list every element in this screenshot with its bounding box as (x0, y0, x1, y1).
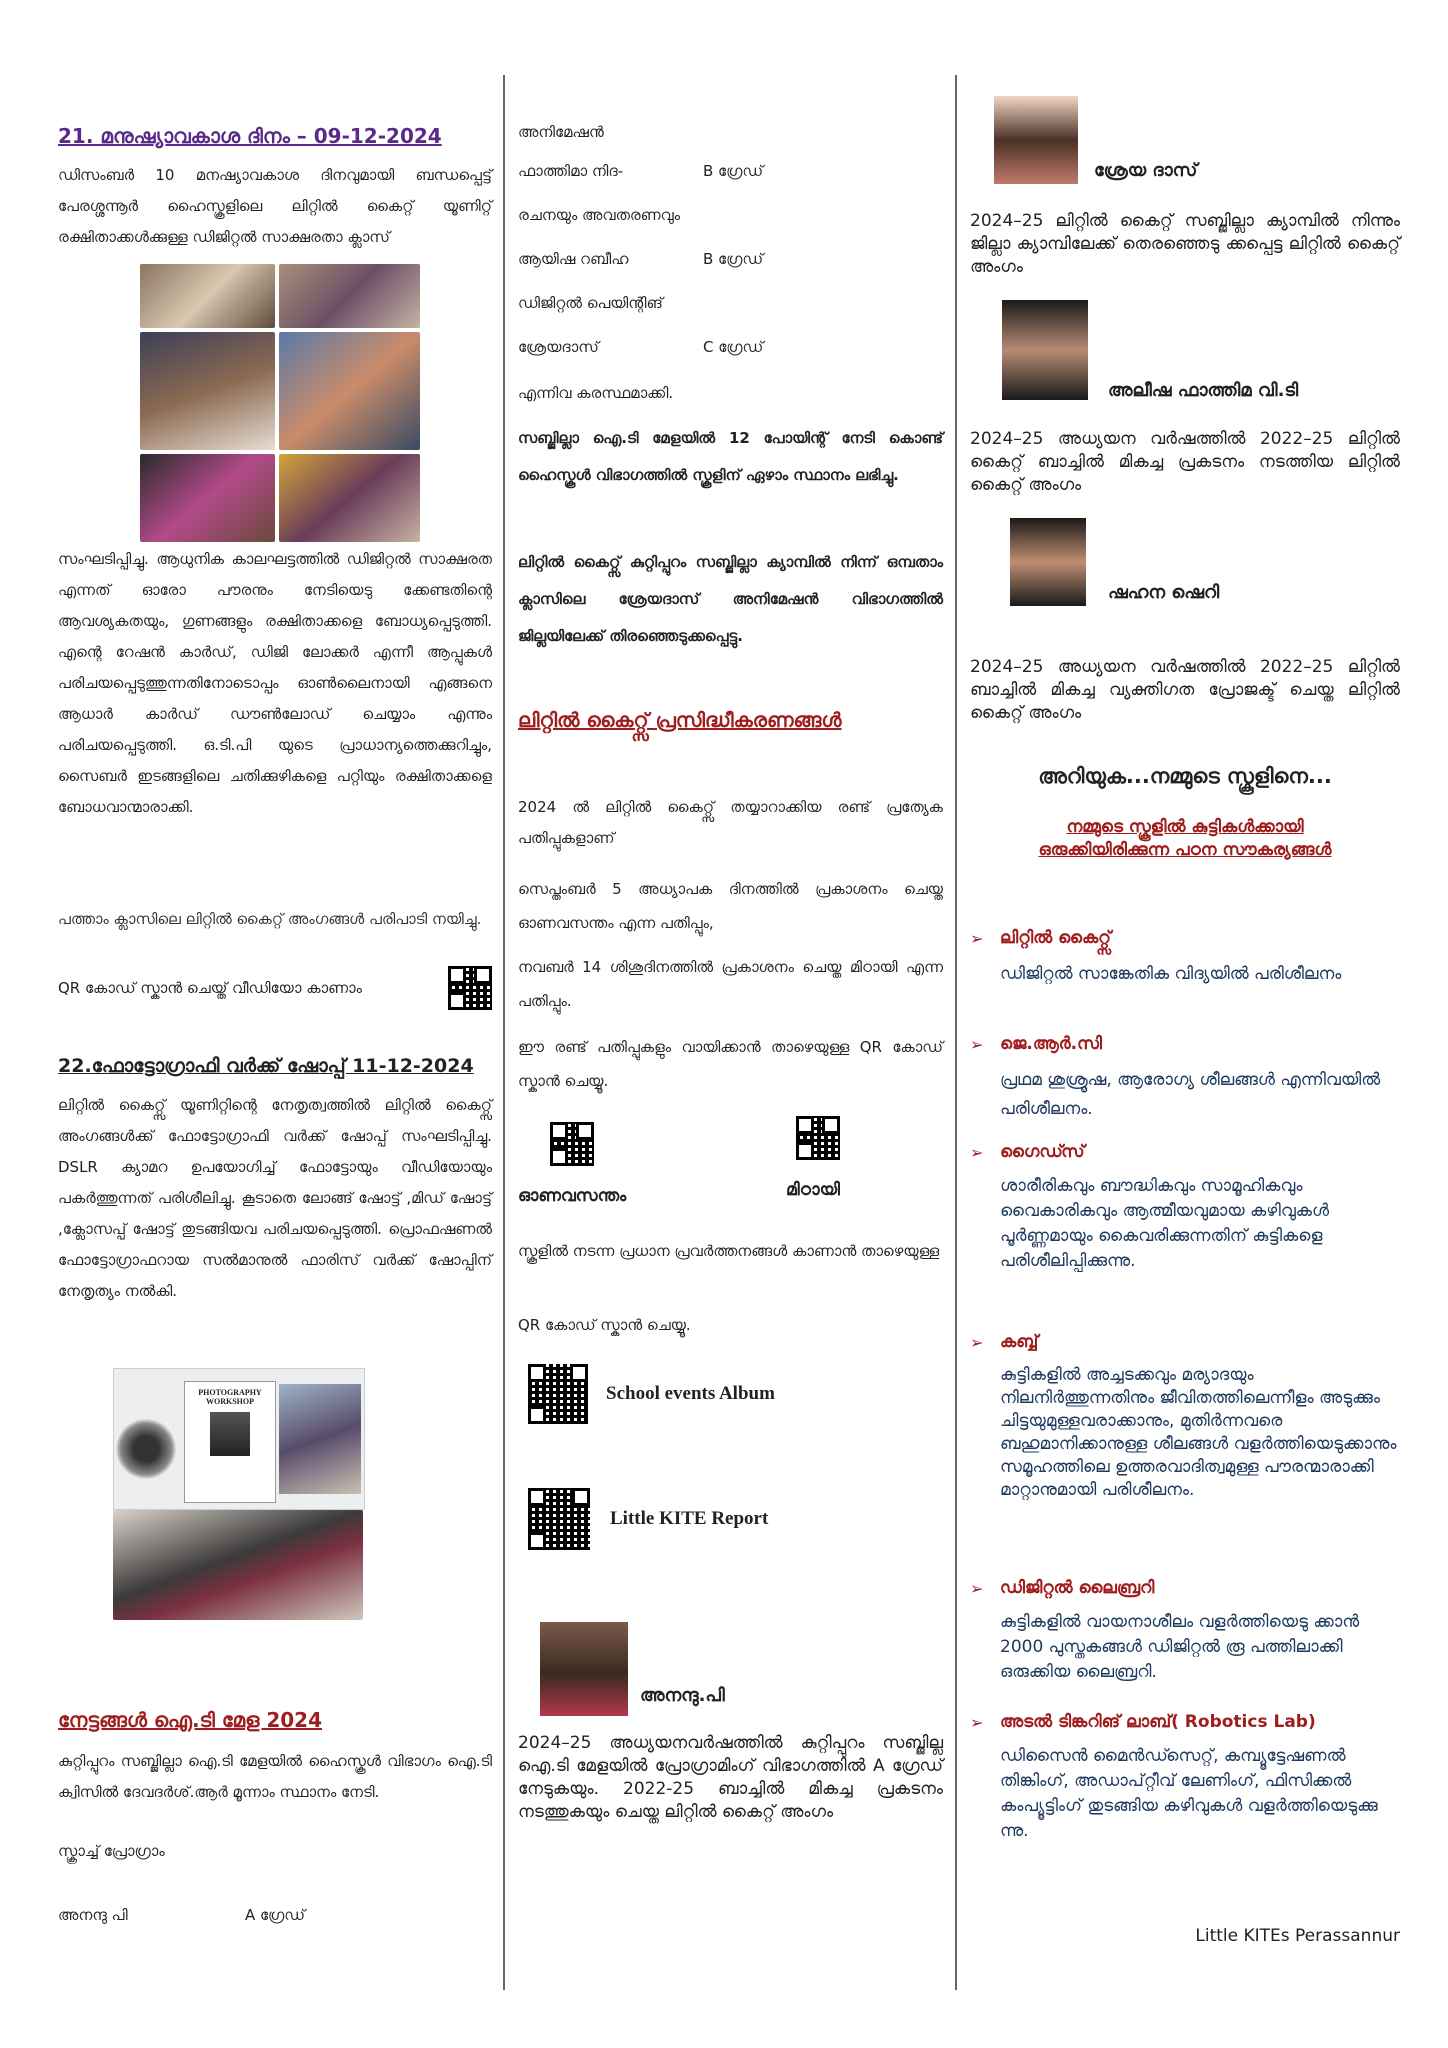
scratch-winner-name: അനന്ദു പി (58, 1906, 128, 1924)
publication-1-text: സെപ്തംബർ 5 അധ്യാപക ദിനത്തിൽ പ്രകാശനം ചെയ്ത ഓണവസന്തം എന്ന പതിപ്പും, (518, 880, 943, 932)
publication-2-text: നവബർ 14 ശിശുദിനത്തിൽ പ്രകാശനം ചെയ്ത മിഠായി എന്ന പതിപ്പും. (518, 958, 943, 1010)
poster-portrait (210, 1412, 250, 1456)
arrow-icon: ➢ (970, 928, 984, 948)
acquired-text: എന്നിവ കരസ്ഥമാക്കി. (518, 384, 674, 402)
column-divider-2 (955, 75, 957, 1990)
publications-read-text: ഈ രണ്ട് പതിപ്പുകളും വായിക്കാൻ താഴെയുള്ള QR കോഡ് സ്കാൻ ചെയ്യൂ. (518, 1038, 943, 1090)
facility-1-title: ➢ ലിറ്റിൽ കൈറ്റ്സ് (970, 928, 1112, 948)
sreya-das-description: 2024–25 ലിറ്റിൽ കൈറ്റ് സബ്ജില്ലാ ക്യാമ്പിൽ നിന്നും ജില്ലാ ക്യാമ്പിലേക്ക് തെരഞ്ഞെടു ക്കപ്പെട്ട ലിറ്റിൽ കൈറ്റ് അംഗം (970, 211, 1400, 277)
arrow-icon: ➢ (970, 1578, 984, 1598)
facility-6-text: ഡിസൈൻ മൈൻഡ്സെറ്റ്, കമ്പ്യൂട്ടേഷണൽ തിങ്കിംഗ്, അഡാപ്റ്റീവ് ലേണിംഗ്, ഫിസിക്കൽ കംപ്യൂട്ടിംഗ് തുടങ്ങിയ കഴിവുകൾ വളർത്തിയെടുക്കു ന്നു. (1000, 1746, 1378, 1841)
grade-1-name: ഫാത്തിമാ നിദ- (518, 162, 624, 180)
collage-photo-1 (140, 264, 275, 328)
district-selection-text: ലിറ്റിൽ കൈറ്റ്സ് കുറ്റിപ്പുറം സബ്ജില്ലാ ക്യാമ്പിൽ നിന്ന് ഒമ്പതാം ക്ലാസിലെ ശ്രേയദാസ് അനിമേഷൻ വിഭാഗത്തിൽ ജില്ലയിലേക്ക് തിരഞ്ഞെടുക്കപ്പെട്ടു. (518, 553, 943, 645)
arrow-icon: ➢ (970, 1034, 984, 1054)
events-text: സ്കൂളിൽ നടന്ന പ്രധാന പ്രവർത്തനങ്ങൾ കാണാൻ താഴെയുള്ള (518, 1242, 940, 1260)
grade-2-value: B ഗ്രേഡ് (703, 250, 764, 268)
mittayi-label: മിഠായി (786, 1180, 840, 1200)
animation-label: അനിമേഷൻ (518, 123, 604, 141)
shahana-sherin-name: ഷഹന ഷെറി (1108, 582, 1220, 603)
onavasantham-label: ഓണവസന്തം (518, 1186, 627, 1206)
little-kite-report-qr-code-icon[interactable] (528, 1488, 590, 1550)
ananthu-photo (540, 1622, 628, 1716)
grade-1-value: B ഗ്രേഡ് (703, 162, 764, 180)
school-events-album-label: School events Album (606, 1383, 775, 1404)
workshop-poster-image (113, 1368, 365, 1510)
facility-5-title: ➢ ഡിജിറ്റൽ ലൈബ്രറി (970, 1578, 1155, 1598)
section-21-led: പത്താം ക്ലാസിലെ ലിറ്റിൽ കൈറ്റ് അംഗങ്ങൾ പരിപാടി നയിച്ചു. (58, 910, 482, 928)
publications-title: ലിറ്റിൽ കൈറ്റ്സ് പ്രസിദ്ധീകരണങ്ങൾ (518, 708, 842, 732)
column-divider-1 (503, 75, 505, 1990)
facility-2-title: ➢ ജെ.ആർ.സി (970, 1034, 1102, 1054)
poster-title: PHOTOGRAPHY WORKSHOP (198, 1388, 262, 1406)
facility-5-text: കുട്ടികളിൽ വായനാശീലം വളർത്തിയെടു ക്കാൻ 2000 പുസ്തകങ്ങൾ ഡിജിറ്റൽ രൂ പത്തിലാക്കി ഒരുക്കിയ ലൈബ്രറി. (1000, 1612, 1360, 1682)
sreya-das-photo (994, 96, 1078, 184)
painting-label: ഡിജിറ്റൽ പെയിന്റിങ് (518, 294, 663, 312)
section-22-title: 22.ഫോട്ടോഗ്രാഫി വർക്ക് ഷോപ്പ് 11-12-2024 (58, 1055, 474, 1077)
sreya-das-name: ശ്രേയ ദാസ് (1094, 160, 1198, 181)
facility-1-text: ഡിജിറ്റൽ സാങ്കേതിക വിദ്യയിൽ പരിശീലനം (1000, 964, 1342, 984)
facility-2-text: പ്രഥമ ശുശ്രൂഷ, ആരോഗ്യ ശീലങ്ങൾ എന്നിവയിൽ പരിശീലനം. (1000, 1070, 1381, 1119)
mittayi-qr-code-icon[interactable] (796, 1116, 840, 1160)
onavasantham-qr-code-icon[interactable] (550, 1122, 594, 1166)
facility-6-title: ➢ അടൽ ടിങ്കറിങ് ലാബ്( Robotics Lab) (970, 1712, 1316, 1732)
know-school-subtitle: നമ്മുടെ സ്കൂളിൽ കുട്ടികൾക്കായി ഒരുക്കിയിരിക്കുന്ന പഠന സൗകര്യങ്ങൾ (1038, 817, 1332, 860)
ananthu-description: 2024–25 അധ്യയനവർഷത്തിൽ കുറ്റിപ്പുറം സബ്ജില്ല ഐ.ടി മേളയിൽ പ്രോഗ്രാമിംഗ് വിഭാഗത്തിൽ A ഗ്രേഡ് നേടുകയും. 2022-25 ബാച്ചിൽ മികച്ച പ്രകടനം നടത്തുകയും ചെയ്ത ലിറ്റിൽ കൈറ്റ് അംഗം (518, 1733, 943, 1822)
achievements-body: കുറ്റിപ്പുറം സബ്ജില്ലാ ഐ.ടി മേളയിൽ ഹൈസ്കൂൾ വിഭാഗം ഐ.ടി ക്വിസിൽ ദേവദർശ്.ആർ മൂന്നാം സ്ഥാനം നേടി. (58, 1752, 492, 1801)
publications-intro: 2024 ൽ ലിറ്റിൽ കൈറ്റ്സ് തയ്യാറാക്കിയ രണ്ട് പ്രത്യേക പതിപ്പുകളാണ് (518, 798, 943, 847)
section-21-intro: ഡിസംബർ 10 മനഷ്യാവകാശ ദിനവുമായി ബന്ധപ്പെട്ട് പേരശ്ശന്നൂർ ഹൈസ്കൂളിലെ ലിറ്റിൽ കൈറ്റ് യൂണിറ്റ് രക്ഷിതാക്കൾക്കുള്ള ഡിജിറ്റൽ സാക്ഷരതാ ക്ലാസ് (58, 166, 492, 246)
shahana-sherin-photo (1010, 518, 1086, 606)
poster-camera (116, 1419, 176, 1479)
collage-photo-6 (279, 454, 420, 542)
subdistrict-rank-text: സബ്ജില്ലാ ഐ.ടി മേളയിൽ 12 പോയിന്റ് നേടി കൊണ്ട് ഹൈസ്കൂൾ വിഭാഗത്തിൽ സ്കൂളിന് ഏഴാം സ്ഥാനം ലഭിച്ചു. (518, 429, 943, 484)
aleesha-fathima-photo (1002, 300, 1088, 400)
ananthu-name: അനന്ദു.പി (640, 1685, 725, 1706)
digital-literacy-photo-collage (140, 264, 420, 542)
school-events-album-qr-code-icon[interactable] (528, 1364, 588, 1424)
aleesha-fathima-description: 2024–25 അധ്യയന വർഷത്തിൽ 2022–25 ലിറ്റിൽ കൈറ്റ് ബാച്ചിൽ മികച്ച പ്രകടനം നടത്തിയ ലിറ്റിൽ കൈറ്റ് അംഗം (970, 429, 1400, 495)
facility-3-text: ശാരീരികവും ബൗദ്ധികവും സാമൂഹികവും വൈകാരികവും ആത്മീയവുമായ കഴിവുകൾ പൂർണ്ണമായും കൈവരിക്കുന്നതിന് കുട്ടികളെ പരിശീലിപ്പിക്കുന്നു. (1000, 1176, 1330, 1271)
grade-3-name: ശ്രേയദാസ് (518, 338, 599, 356)
grade-2-name: ആയിഷ റബീഹ (518, 250, 629, 268)
facility-4-text: കുട്ടികളിൽ അച്ചടക്കവും മര്യാദയും നിലനിർത്തുന്നതിനും ജീവിതത്തിലെന്നീളം അടുക്കും ചിട്ടയുമുള്ളവരാക്കാനും, മുതിർന്നവരെ ബഹുമാനിക്കാനുള്ള ശീലങ്ങൾ വളർത്തിയെടുക്കാനും സമൂഹത്തിലെ ഉത്തരവാദിത്വമുള്ള പൗരന്മാരാക്കി മാറ്റാനുമായി പരിശീലനം. (1000, 1365, 1397, 1500)
collage-photo-2 (279, 264, 420, 328)
poster-classroom-photo (279, 1384, 361, 1494)
writing-label: രചനയും അവതരണവും (518, 206, 680, 224)
achievements-title: നേട്ടങ്ങൾ ഐ.ടി മേള 2024 (58, 1708, 323, 1732)
events-qr-text: QR കോഡ് സ്കാൻ ചെയ്യൂ. (518, 1316, 691, 1334)
video-qr-code-icon[interactable] (448, 966, 492, 1010)
facility-3-title: ➢ ഗൈഡ്സ് (970, 1142, 1085, 1162)
arrow-icon: ➢ (970, 1332, 984, 1352)
little-kite-report-label: Little KITE Report (610, 1508, 769, 1529)
section-21-title: 21. മനുഷ്യാവകാശ ദിനം – 09-12-2024 (58, 124, 442, 148)
collage-photo-5 (140, 454, 275, 542)
scratch-program-label: സ്ക്രാച്ച് പ്രോഗ്രാം (58, 1842, 165, 1860)
aleesha-fathima-name: അലീഷ ഫാത്തിമ വി.ടി (1108, 380, 1299, 401)
collage-photo-4 (279, 332, 420, 450)
facility-4-title: ➢ കബ്ബ് (970, 1332, 1039, 1352)
arrow-icon: ➢ (970, 1142, 984, 1162)
know-school-title: അറിയുക...നമ്മുടെ സ്കൂളിനെ... (1038, 764, 1332, 788)
workshop-session-photo (113, 1510, 363, 1620)
arrow-icon: ➢ (970, 1712, 984, 1732)
section-22-body: ലിറ്റിൽ കൈറ്റ്സ് യൂണിറ്റിന്റെ നേതൃത്വത്തിൽ ലിറ്റിൽ കൈറ്റ്സ് അംഗങ്ങൾക്ക് ഫോട്ടോഗ്രാഫി വർക്ക് ഷോപ്പ് സംഘടിപ്പിച്ചു. DSLR ക്യാമറ ഉപയോഗിച്ച് ഫോട്ടോയും വീഡിയോയും പകർത്തുന്നത് പരിശീലിച്ചു. കൂടാതെ ലോങ്ങ് ഷോട്ട് ,മിഡ് ഷോട്ട് ,ക്ലോസപ്പ് ഷോട്ട് തുടങ്ങിയവ പരിചയപ്പെടുത്തി. പ്രൊഫഷണൽ ഫോട്ടോഗ്രാഫറായ സൽമാനുൽ ഫാരിസ് വർക്ക് ഷോപ്പിന് നേതൃത്യം നൽകി. (58, 1096, 492, 1300)
shahana-sherin-description: 2024–25 അധ്യയന വർഷത്തിൽ 2022–25 ലിറ്റിൽ ബാച്ചിൽ മികച്ച വ്യക്തിഗത പ്രോജക്ട് ചെയ്ത ലിറ്റിൽ കൈറ്റ് അംഗം (970, 657, 1400, 723)
scratch-winner-grade: A ഗ്രേഡ് (245, 1906, 306, 1924)
section-21-body: സംഘടിപ്പിച്ചു. ആധുനിക കാലഘട്ടത്തിൽ ഡിജിറ്റൽ സാക്ഷരത എന്നത് ഓരോ പൗരനും നേടിയെടു ക്കേണ്ടതിന്റെ ആവശ്യകതയും, ഗുണങ്ങളും രക്ഷിതാക്കളെ ബോധ്യപ്പെടുത്തി. എന്റെ റേഷൻ കാർഡ്, ഡിജി ലോക്കർ എന്നീ ആപ്പുകൾ പരിചയപ്പെടുത്തുന്നതിനോടൊപ്പം ഓൺലൈനായി എങ്ങനെ ആധാർ കാർഡ് ഡൗൺലോഡ് ചെയ്യാം എന്നും പരിചയപ്പെടുത്തി. ഒ.ടി.പി യുടെ പ്രാധാന്യത്തെക്കുറിച്ചും, സൈബർ ഇടങ്ങളിലെ ചതിക്കുഴികളെ പറ്റിയും രക്ഷിതാക്കളെ ബോധവാന്മാരാക്കി. (58, 550, 492, 816)
collage-photo-3 (140, 332, 275, 450)
section-21-qr-caption: QR കോഡ് സ്കാൻ ചെയ്ത് വീഡിയോ കാണാം (58, 978, 362, 997)
grade-3-value: C ഗ്രേഡ് (703, 338, 764, 356)
footer-credit: Little KITEs Perassannur (1195, 1926, 1400, 1946)
